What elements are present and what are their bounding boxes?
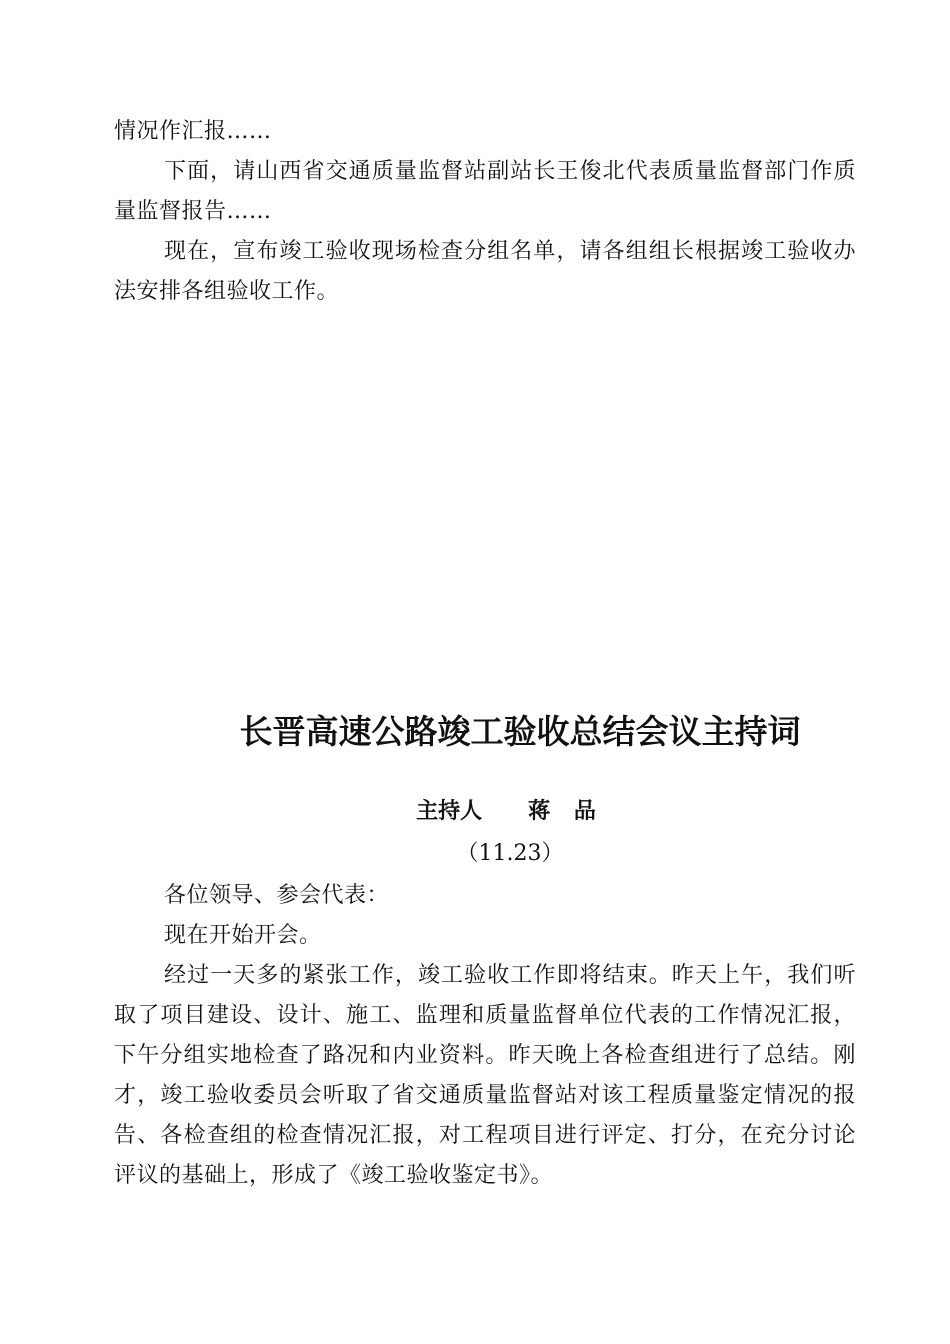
paragraph: 现在，宣布竣工验收现场检查分组名单，请各组组长根据竣工验收办法安排各组验收工作。 (114, 239, 856, 304)
top-section (114, 112, 856, 312)
paragraph: 经过一天多的紧张工作，竣工验收工作即将结束。昨天上午，我们听取了项目建设、设计、施工、监理和质量监督单位代表的工作情况汇报，下午分组实地检查了路况和内业资料。昨天晚上各检查组进行了总结。刚才，竣工验收委员会听取了省交通质量监督站对该工程质量鉴定情况的报告、各检查组的检查情况汇报，对工程项目进行评定、打分，在充分讨论评议的基础上，形成了《竣工验收鉴定书》。 (114, 963, 856, 1188)
date-line: （11.23） (456, 841, 564, 866)
host-label: 主持人 (416, 799, 483, 824)
document-title: 长晋高速公路竣工验收总结会议主持词 (239, 712, 801, 751)
paragraph: 各位领导、参会代表： (164, 883, 390, 908)
paragraph: 现在开始开会。 (164, 923, 322, 948)
body-section (114, 876, 856, 1196)
paragraph: 下面，请山西省交通质量监督站副站长王俊北代表质量监督部门作质量监督报告…… (114, 159, 856, 224)
host-line (0, 792, 950, 832)
paragraph: 情况作汇报…… (114, 119, 272, 144)
host-name: 蒋 品 (528, 799, 604, 824)
